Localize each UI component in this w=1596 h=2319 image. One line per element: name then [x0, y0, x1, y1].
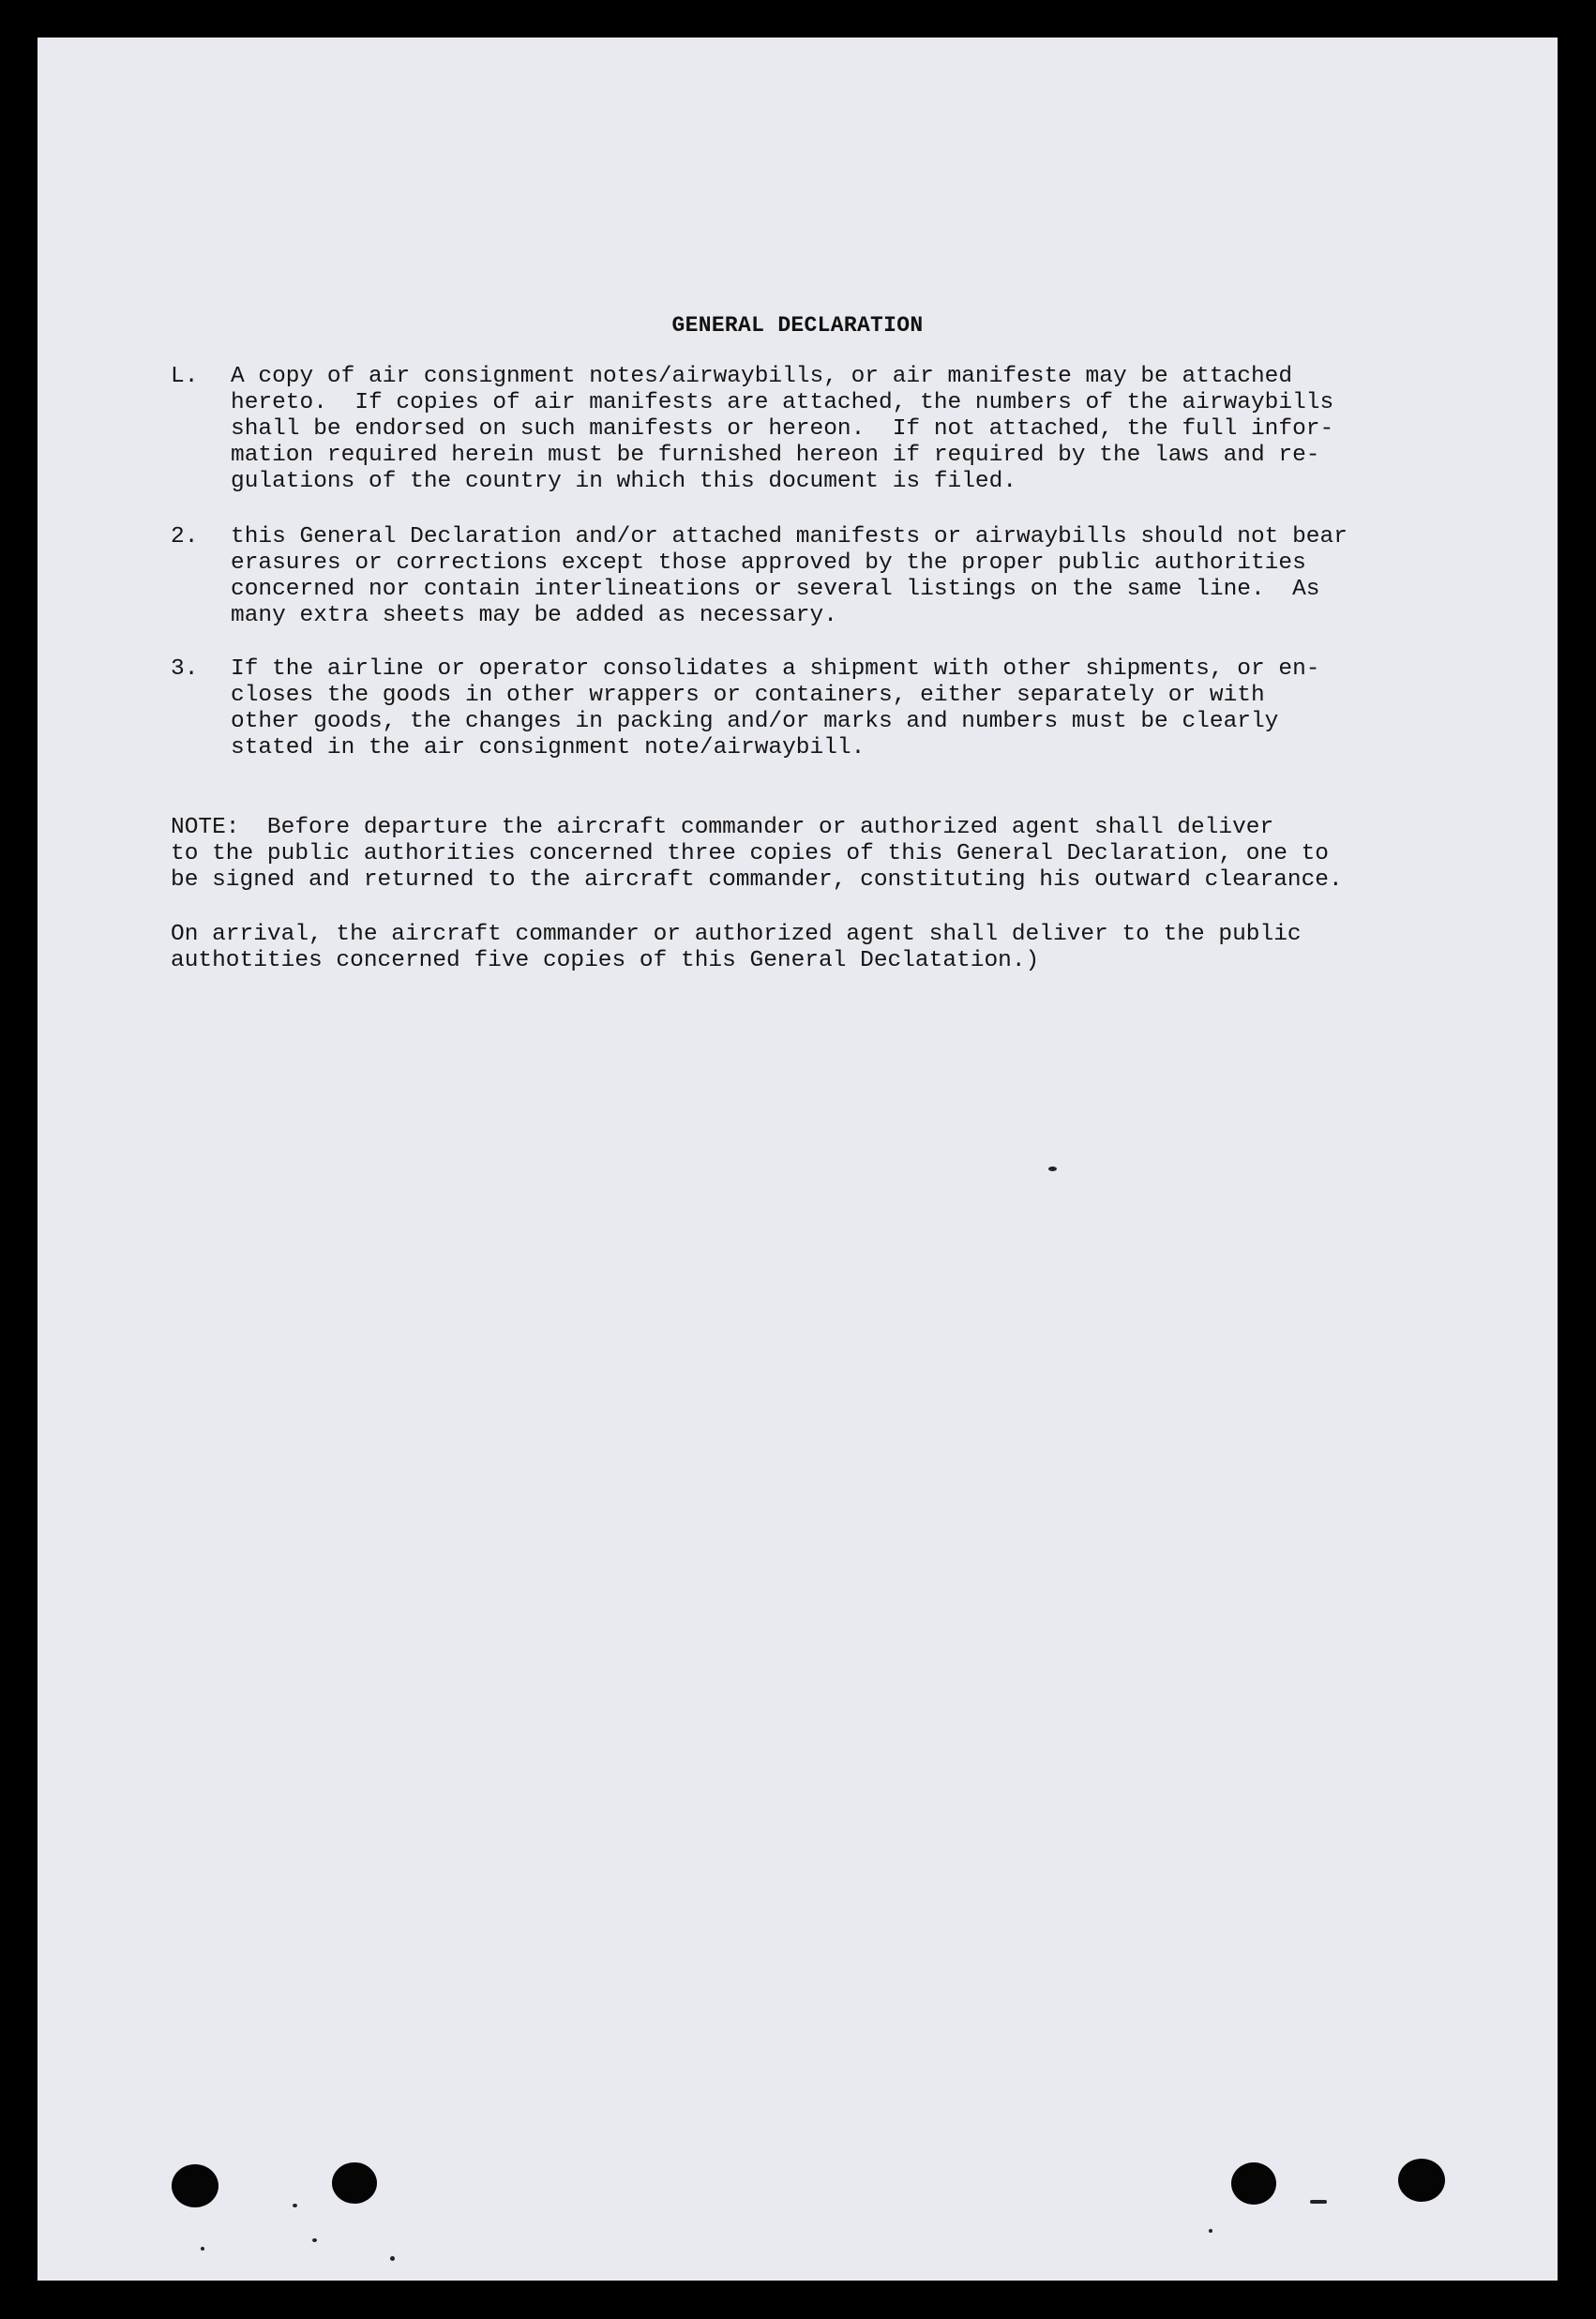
- scan-speck: [1048, 1167, 1057, 1171]
- item-line: If the airline or operator consolidates a shipment with other shipments, or en-: [231, 656, 1320, 682]
- arrival-line: authotities concerned five copies of this General Declatation.): [171, 948, 1040, 973]
- scan-speck: [1209, 2229, 1212, 2233]
- item-line: mation required herein must be furnished hereon if required by the laws and re-: [231, 443, 1320, 468]
- item-line: closes the goods in other wrappers or containers, either separately or with: [231, 683, 1265, 708]
- item-line: erasures or corrections except those approved by the proper public authorities: [231, 550, 1306, 576]
- scan-speck: [312, 2238, 317, 2242]
- scan-speck: [1310, 2200, 1327, 2204]
- note-line: NOTE: Before departure the aircraft commander or authorized agent shall deliver: [171, 815, 1274, 840]
- item-line: hereto. If copies of air manifests are attached, the numbers of the airwaybills: [231, 390, 1334, 415]
- item-line: shall be endorsed on such manifests or hereon. If not attached, the full infor-: [231, 416, 1334, 442]
- item-line: gulations of the country in which this document is filed.: [231, 469, 1017, 494]
- punch-hole: [332, 2162, 377, 2204]
- punch-hole: [1231, 2162, 1276, 2205]
- departure-note: [171, 815, 1530, 894]
- punch-hole: [172, 2164, 218, 2207]
- item-text: [231, 364, 1525, 495]
- document-page: [38, 38, 1558, 2281]
- arrival-note: [171, 922, 1530, 974]
- item-line: many extra sheets may be added as necessary.: [231, 603, 837, 628]
- item-number: 2.: [171, 524, 199, 550]
- scan-speck: [293, 2204, 297, 2207]
- scan-speck: [390, 2256, 395, 2261]
- scan-speck: [201, 2247, 204, 2251]
- note-line: be signed and returned to the aircraft commander, constituting his outward clearance.: [171, 867, 1343, 893]
- item-line: stated in the air consignment note/airwaybill.: [231, 735, 866, 760]
- punch-hole: [1398, 2159, 1445, 2202]
- note-line: to the public authorities concerned three copies of this General Declaration, one to: [171, 841, 1330, 866]
- item-number: 3.: [171, 656, 199, 682]
- item-line: this General Declaration and/or attached manifests or airwaybills should not bear: [231, 524, 1348, 550]
- item-line: A copy of air consignment notes/airwaybills, or air manifeste may be attached: [231, 364, 1293, 389]
- item-line: other goods, the changes in packing and/or marks and numbers must be clearly: [231, 709, 1279, 734]
- item-text: [231, 656, 1525, 761]
- item-number: L.: [171, 364, 199, 389]
- arrival-line: On arrival, the aircraft commander or authorized agent shall deliver to the public: [171, 922, 1302, 947]
- item-line: concerned nor contain interlineations or several listings on the same line. As: [231, 577, 1320, 602]
- item-text: [231, 524, 1525, 629]
- document-title: GENERAL DECLARATION: [671, 313, 924, 338]
